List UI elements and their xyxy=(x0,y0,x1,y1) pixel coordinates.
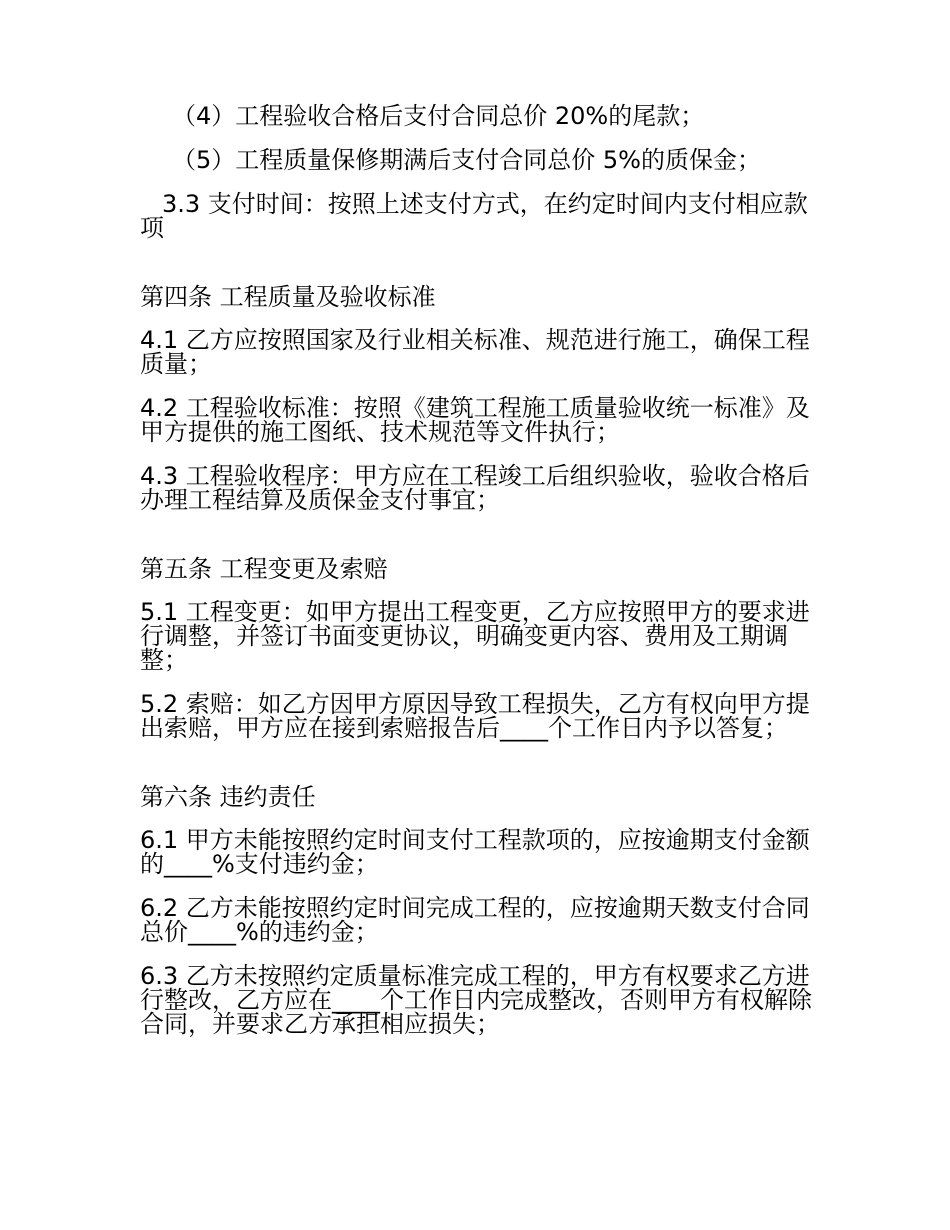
clause-4-1: 4.1 乙方应按照国家及行业相关标准、规范进行施工，确保工程质量； xyxy=(140,326,810,378)
clause-5-1: 5.1 工程变更：如甲方提出工程变更，乙方应按照甲方的要求进行调整，并签订书面变更协议，明确变更内容、费用及工期调整； xyxy=(140,598,810,674)
section-heading-6: 第六条 违约责任 xyxy=(140,783,316,811)
document-body xyxy=(140,104,812,1056)
clause-3-3-text: 3.3 支付时间：按照上述支付方式，在约定时间内支付相应款项 xyxy=(140,190,808,242)
clause-6-2: 6.2 乙方未能按照约定时间完成工程的，应按逾期天数支付合同总价____%的违约金； xyxy=(140,894,810,946)
section-heading-4: 第四条 工程质量及验收标准 xyxy=(140,283,436,311)
clause-3-3 xyxy=(140,192,812,240)
clause-4-3: 4.3 工程验收程序：甲方应在工程竣工后组织验收，验收合格后办理工程结算及质保金支付事宜； xyxy=(140,462,810,514)
clause-6-3: 6.3 乙方未按照约定质量标准完成工程的，甲方有权要求乙方进行整改，乙方应在____个工作日内完成整改，否则甲方有权解除合同，并要求乙方承担相应损失； xyxy=(140,962,812,1038)
payment-item-5: （5）工程质量保修期满后支付合同总价 5%的质保金； xyxy=(172,146,761,174)
clause-5-2: 5.2 索赔：如乙方因甲方原因导致工程损失，乙方有权向甲方提出索赔，甲方应在接到索赔报告后____个工作日内予以答复； xyxy=(140,690,810,742)
clause-6-1: 6.1 甲方未能按照约定时间支付工程款项的，应按逾期支付金额的____%支付违约金； xyxy=(140,826,810,878)
section-heading-5: 第五条 工程变更及索赔 xyxy=(140,555,388,583)
clause-4-2: 4.2 工程验收标准：按照《建筑工程施工质量验收统一标准》及甲方提供的施工图纸、技术规范等文件执行； xyxy=(140,394,810,446)
payment-item-4: （4）工程验收合格后支付合同总价 20%的尾款； xyxy=(172,102,705,130)
